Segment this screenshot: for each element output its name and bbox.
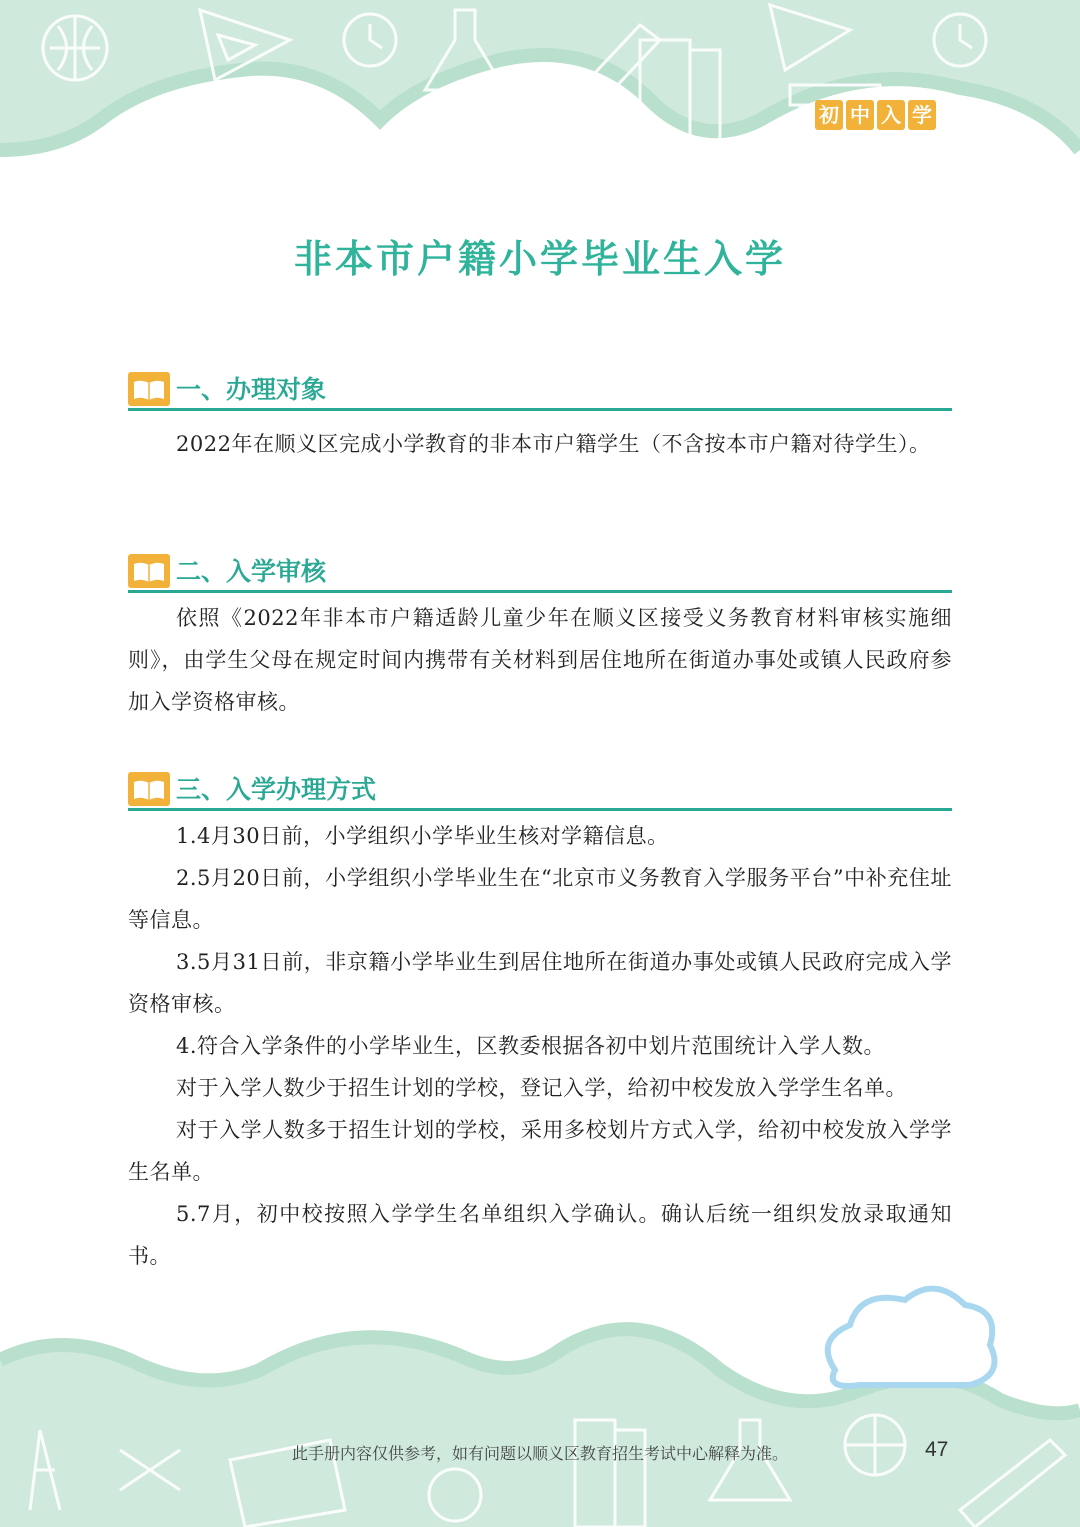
paragraph: 3.5月31日前，非京籍小学毕业生到居住地所在街道办事处或镇人民政府完成入学资格审核。	[128, 950, 952, 1016]
paragraph: 2022年在顺义区完成小学教育的非本市户籍学生（不含按本市户籍对待学生）。	[176, 432, 931, 456]
paragraph: 2.5月20日前，小学组织小学毕业生在“北京市义务教育入学服务平台”中补充住址等信息。	[128, 866, 952, 932]
section-heading	[128, 768, 952, 811]
section-procedure	[128, 768, 952, 1277]
footer-disclaimer: 此手册内容仅供参考，如有问题以顺义区教育招生考试中心解释为准。	[291, 1444, 788, 1463]
section-title: 三、入学办理方式	[176, 775, 377, 804]
open-book-icon	[128, 554, 170, 588]
badge-char: 初	[815, 100, 843, 130]
paragraph: 对于入学人数多于招生计划的学校，采用多校划片方式入学，给初中校发放入学学生名单。	[128, 1118, 952, 1184]
section-badge	[815, 100, 936, 130]
paragraph: 5.7月，初中校按照入学学生名单组织入学确认。确认后统一组织发放录取通知书。	[128, 1202, 952, 1268]
badge-char: 入	[877, 100, 905, 130]
paragraph: 4.符合入学条件的小学毕业生，区教委根据各初中划片范围统计入学人数。	[176, 1034, 886, 1058]
badge-char: 中	[846, 100, 874, 130]
section-review	[128, 550, 952, 723]
page-title: 非本市户籍小学毕业生入学	[293, 237, 786, 281]
paragraph: 1.4月30日前，小学组织小学毕业生核对学籍信息。	[176, 824, 669, 848]
section-heading	[128, 368, 952, 411]
open-book-icon	[128, 772, 170, 806]
page-number: 47	[925, 1438, 949, 1461]
paragraph: 依照《2022年非本市户籍适龄儿童少年在顺义区接受义务教育材料审核实施细则》，由学生父母在规定时间内携带有关材料到居住地所在街道办事处或镇人民政府参加入学资格审核。	[128, 606, 952, 714]
paragraph: 对于入学人数少于招生计划的学校，登记入学，给初中校发放入学学生名单。	[176, 1076, 907, 1100]
section-title: 二、入学审核	[176, 557, 327, 586]
section-title: 一、办理对象	[176, 375, 327, 404]
section-applicants	[128, 368, 952, 465]
cloud-doodle	[828, 1289, 995, 1386]
badge-char: 学	[908, 100, 936, 130]
open-book-icon	[128, 372, 170, 406]
section-heading	[128, 550, 952, 593]
